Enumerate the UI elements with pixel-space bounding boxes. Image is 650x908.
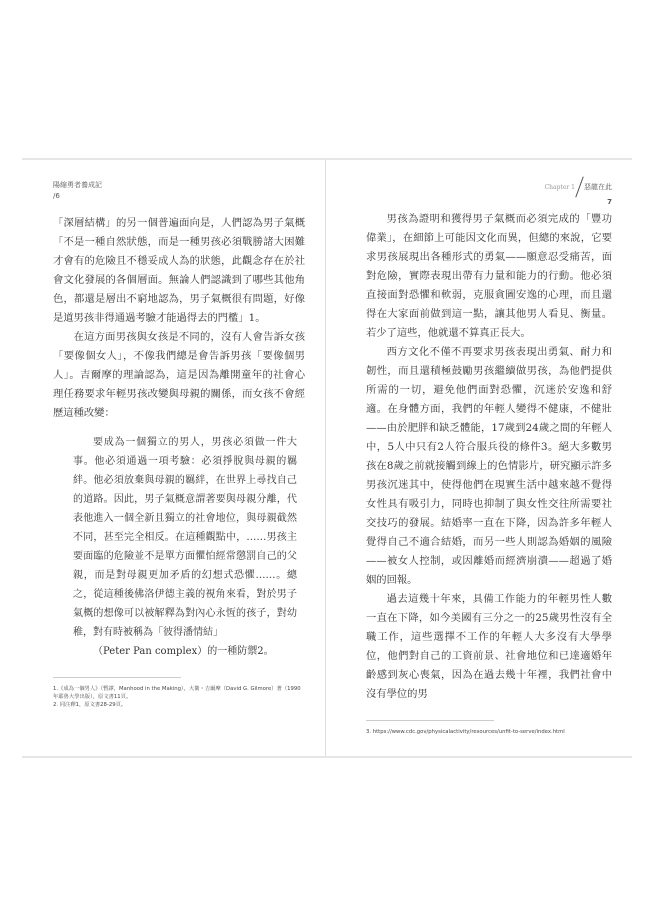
paragraph: 過去這幾十年來，具備工作能力的年輕男性人數一直在下降，如今美國有三分之一的25歲男性沒有全職工作，這些選擇不工作的年輕人大多沒有大學學位，他們對自己的工資前景、社會地位和已達適婚年齡感到灰心喪氣，因為在過去幾十年裡，我們社會中沒有學位的男	[366, 593, 612, 700]
running-header	[366, 176, 612, 206]
page-number: /6	[53, 192, 60, 200]
footnote-divider	[366, 720, 494, 721]
chapter-title: 惡龍在此	[584, 183, 612, 191]
paragraph: 男孩為證明和獲得男子氣概而必須完成的「豐功偉業」，在細節上可能因文化而異，但總的來說，它要求男孩展現出各種形式的勇氣——願意忍受痛苦，面對危險，實際表現出帶有力量和能力的行動。他必須直接面對恐懼和軟弱，克服貪圖安逸的心理，而且還得在大家面前做到這一點，讓其他男人看見、衡量。若少了這些，他就還不算真正長大。	[366, 213, 612, 339]
paragraph: 「深層結構」的另一個普遍面向是，人們認為男子氣概「不是一種自然狀態，而是一種男孩必須戰勝諸大困難才會有的危險且不穩妥成人為的狀態，此觀念存在於社會文化發展的各個層面。無論人們認識到了哪些其他角色，都還是層出不窮地認為，男子氣概很有問題，好像是道男孩非得通過考驗才能過得去的門檻」1。	[53, 217, 305, 324]
paragraph: 在這方面男孩與女孩是不同的，沒有人會告訴女孩「要像個女人」，不像我們總是會告訴男孩「要像個男人」。吉爾摩的理論認為，這是因為離開童年的社會心理任務要求年輕男孩改變與母親的關係，而女孩不會經歷這種改變：	[53, 331, 305, 419]
block-quote	[73, 433, 297, 661]
footnote-link[interactable]: 3. https://www.cdc.gov/physicalactivity/resources/unfit-to-serve/index.html	[366, 729, 565, 735]
quote-text: （Peter Pan complex）的一種防禦2。	[93, 646, 274, 657]
running-header	[53, 180, 305, 202]
footnotes	[366, 728, 612, 736]
body-text	[366, 210, 612, 704]
chapter-label: Chapter 1	[544, 184, 575, 191]
book-title: 陽縮勇者養成記	[53, 181, 102, 189]
slash-divider	[575, 176, 583, 197]
page-number: 7	[607, 198, 612, 206]
right-page	[326, 160, 632, 756]
footnotes	[53, 685, 305, 709]
book-spread	[22, 158, 632, 758]
footnote: 2. 同注釋1，原文書28-29頁。	[53, 702, 127, 708]
body-text	[53, 214, 305, 661]
page-number-value: 6	[55, 192, 60, 200]
left-page	[22, 160, 326, 756]
footnote-divider	[53, 677, 181, 678]
paragraph: 西方文化不僅不再要求男孩表現出勇氣、耐力和韌性，而且還積極鼓勵男孩繼續做男孩，為他們提供所需的一切，避免他們面對恐懼，沉迷於安逸和舒適。在身體方面，我們的年輕人變得不健康，不健壯——由於肥胖和缺乏體能，17歲到24歲之間的年輕人中，5人中只有2人符合服兵役的條件3。絕大多數男孩在8歲之前就接觸到線上的色情影片，研究顯示許多男孩沉迷其中，使得他們在現實生活中越來越不覺得女性具有吸引力，同時也抑制了與女性交往所需要社交技巧的發展。結婚率一直在下降，因為許多年輕人覺得自己不適合結婚，而另一些人則認為婚姻的風險——被女人控制，或因離婚而經濟崩潰——超過了婚姻的回報。	[366, 346, 612, 586]
footnote: 1.《成為一個男人》（暫譯，Manhood in the Making），大衛・吉爾摩（David G. Gilmore）著（1990年耶魯大學出版），原文書11頁。	[53, 686, 301, 700]
quote-text: 要成為一個獨立的男人，男孩必須做一件大事。他必須通過一項考驗：必須掙脫與母親的羈絆。他必須放棄與母親的羈絆，在世界上尋找自己的道路。因此，男子氣概意謂著要與母親分離，代表他進入一個全新且獨立的社會地位，與母親截然不同，甚至完全相反。在這種觀點中，……男孩主要面臨的危險並不是單方面懼怕經常懲罰自己的父親，而是對母親更加矛盾的幻想式恐懼……。總之，從這種後佛洛伊德主義的視角來看，對於男子氣概的想像可以被解釋為對內心永恆的孩子，對幼稚，對有時被稱為「彼得潘情結」	[73, 437, 297, 638]
